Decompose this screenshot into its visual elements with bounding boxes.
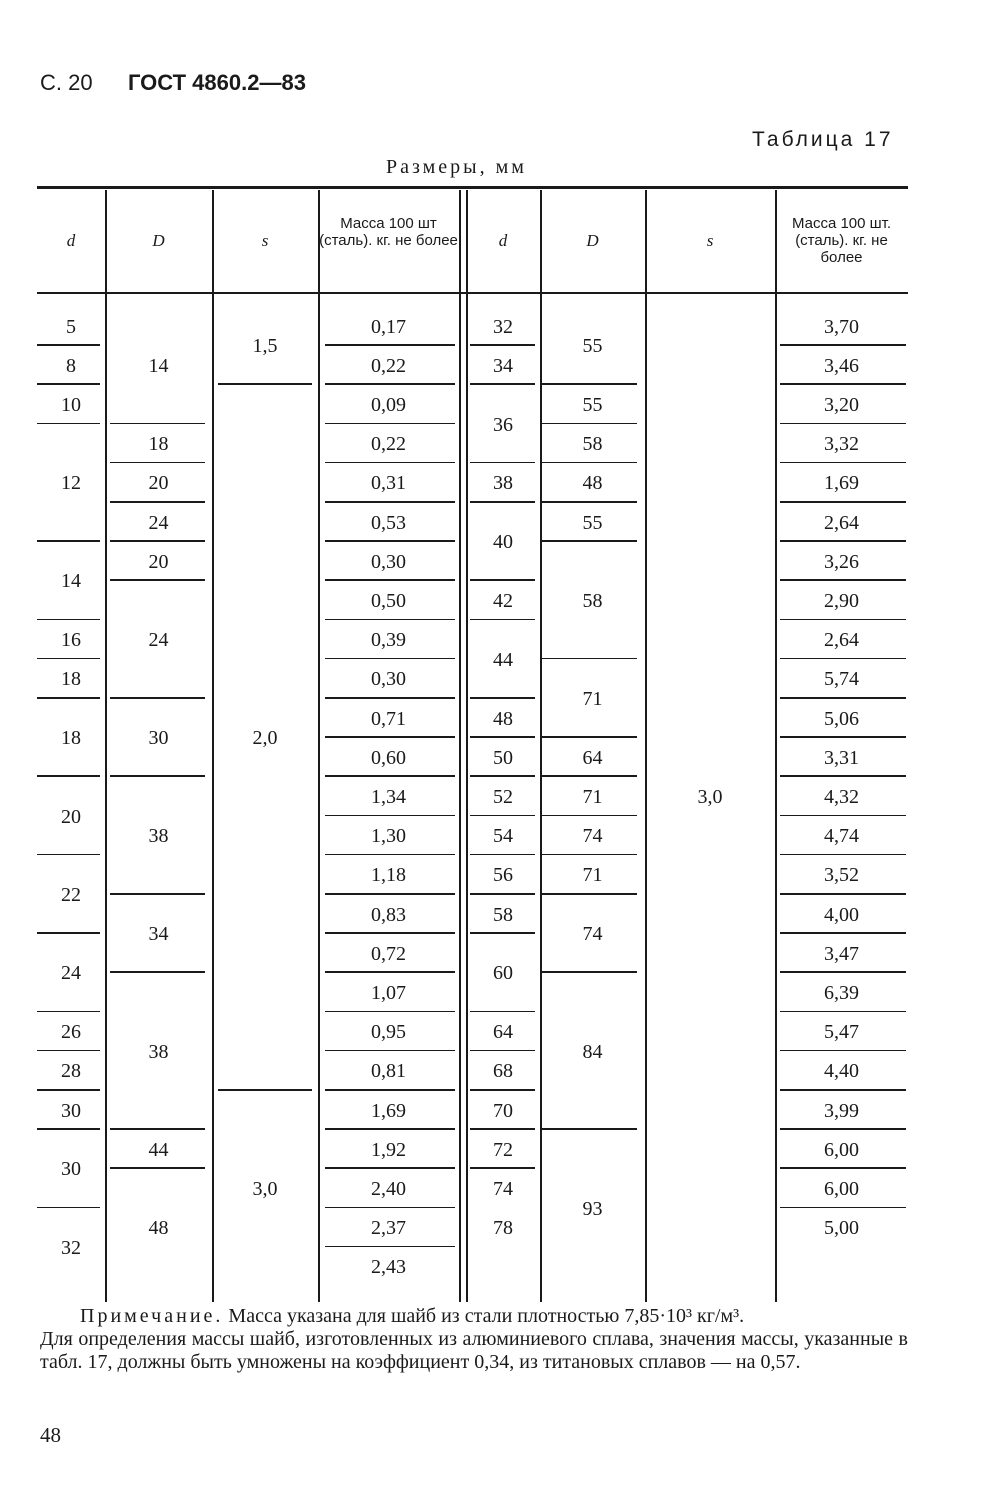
mass2-value: 3,47 [824, 942, 859, 965]
col-header-D: D [152, 231, 165, 250]
rule-line [325, 736, 455, 738]
rule-line [110, 462, 205, 464]
page-label: С. 20 [40, 70, 93, 95]
rule-line [325, 815, 455, 817]
rule-line [470, 383, 535, 385]
mass2-value: 3,99 [824, 1099, 859, 1122]
mass-value: 0,83 [371, 903, 406, 926]
mass2-value: 6,00 [824, 1178, 859, 1200]
mass-value: 1,18 [371, 864, 406, 887]
mass2-value: 3,70 [824, 315, 859, 338]
D-value: 24 [148, 629, 169, 652]
rule-line [325, 1089, 455, 1091]
rule-line [37, 619, 100, 621]
rule-line [780, 697, 906, 699]
mass-value: 1,92 [371, 1138, 406, 1161]
rule-line [470, 736, 535, 738]
rule-line [540, 383, 637, 385]
d2-value: 64 [493, 1021, 513, 1044]
rule-line [37, 775, 100, 777]
column-rule [459, 190, 461, 1302]
rule-line [325, 893, 455, 895]
rule-line [37, 383, 100, 385]
rule-line [325, 1050, 455, 1052]
d-value: 14 [61, 570, 81, 593]
rule-line [470, 501, 535, 503]
D-value: 30 [148, 727, 169, 750]
d2-value: 50 [493, 746, 513, 769]
column-rule [645, 190, 647, 1302]
D2-value: 93 [582, 1197, 603, 1220]
mass-value: 0,81 [371, 1060, 406, 1083]
D-value: 18 [148, 433, 169, 456]
d2-value: 72 [493, 1138, 513, 1161]
mass2-value: 3,26 [824, 550, 859, 573]
D2-value: 48 [582, 472, 603, 495]
d2-value: 78 [493, 1217, 513, 1240]
rule-line [780, 1050, 906, 1052]
d2-value: 74 [493, 1178, 513, 1200]
mass-value: 0,39 [371, 629, 406, 652]
rule-line [540, 971, 637, 973]
rule-line [110, 971, 205, 973]
rule-line [540, 736, 637, 738]
mass-value: 2,43 [371, 1256, 406, 1279]
rule-line [325, 1167, 455, 1169]
rule-line [540, 423, 637, 425]
mass-value: 0,95 [371, 1021, 406, 1044]
d2-value: 32 [493, 315, 513, 338]
mass-value: 1,30 [371, 825, 406, 848]
col-header-D2: D [586, 231, 599, 250]
s-value: 2,0 [252, 727, 278, 750]
D-value: 14 [148, 354, 169, 377]
rule-line [780, 1167, 906, 1169]
d-value: 26 [61, 1021, 81, 1044]
rule-line [37, 1089, 100, 1091]
rule-line [325, 540, 455, 542]
D-value: 20 [148, 550, 169, 573]
d-value: 10 [61, 394, 81, 416]
rule-line [110, 1167, 205, 1169]
rule-line [780, 658, 906, 660]
d-value: 8 [66, 354, 76, 377]
d2-value: 56 [493, 864, 513, 887]
rule-line [325, 697, 455, 699]
rule-line [780, 1207, 906, 1209]
rule-line [325, 658, 455, 660]
d-value: 32 [61, 1236, 81, 1259]
mass2-value: 4,00 [824, 903, 859, 926]
rule-line [780, 383, 906, 385]
rule-line [780, 1128, 906, 1130]
col-header-mass: Масса 100 шт (сталь). кг. не более [319, 215, 458, 249]
col-header-mass2: Масса 100 шт. (сталь). кг. не более [791, 215, 892, 266]
d2-value: 48 [493, 707, 513, 730]
rule-line [780, 854, 906, 856]
mass-value: 0,09 [371, 394, 406, 416]
mass-value: 1,69 [371, 1099, 406, 1122]
D2-value: 55 [582, 335, 603, 358]
note-line1: Масса указана для шайб из стали плотностью 7,85·10³ кг/м³. [228, 1305, 745, 1327]
col-header-s: s [261, 231, 269, 250]
mass2-value: 3,46 [824, 354, 859, 377]
rule-line [540, 815, 637, 817]
rule-line [110, 501, 205, 503]
rule-line [37, 1050, 100, 1052]
D2-value: 74 [582, 923, 603, 946]
mass2-value: 6,39 [824, 982, 859, 1004]
rule-line [37, 423, 100, 425]
d2-value: 34 [493, 354, 513, 377]
mass2-value: 5,74 [824, 668, 859, 691]
rule-line [540, 775, 637, 777]
rule-line [470, 854, 535, 856]
d-value: 30 [61, 1099, 81, 1122]
rule-line [325, 932, 455, 934]
D2-value: 71 [582, 864, 603, 887]
rule-line [37, 540, 100, 542]
mass2-value: 5,00 [824, 1217, 859, 1240]
rule-line [37, 854, 100, 856]
rule-line [780, 1011, 906, 1013]
col-header-s2: s [706, 231, 714, 250]
rule-line [540, 501, 637, 503]
D-value: 24 [148, 511, 169, 534]
d-value: 16 [61, 629, 81, 652]
rule-line [325, 971, 455, 973]
d-value: 30 [61, 1158, 81, 1181]
mass2-value: 6,00 [824, 1138, 859, 1161]
rule-line [470, 775, 535, 777]
rule-line [780, 579, 906, 581]
rule-line [780, 815, 906, 817]
rule-line [325, 854, 455, 856]
d2-value: 52 [493, 786, 513, 808]
rule-line [540, 1128, 637, 1130]
rule-line [540, 540, 637, 542]
D2-value: 58 [582, 590, 603, 612]
D2-value: 64 [582, 746, 603, 769]
mass-value: 0,72 [371, 942, 406, 965]
rule-line [325, 501, 455, 503]
rule-line [325, 619, 455, 621]
rule-line [325, 775, 455, 777]
rule-line [110, 1128, 205, 1130]
rule-line [37, 1207, 100, 1209]
mass2-value: 3,32 [824, 433, 859, 456]
rule-line [325, 344, 455, 346]
rule-line [37, 292, 908, 294]
d-value: 18 [61, 727, 81, 750]
rule-line [325, 579, 455, 581]
d2-value: 38 [493, 472, 513, 495]
D2-value: 71 [582, 786, 603, 808]
mass2-value: 2,64 [824, 511, 859, 534]
mass-value: 0,60 [371, 746, 406, 769]
rule-line [110, 423, 205, 425]
D-value: 48 [148, 1217, 169, 1240]
s-value: 1,5 [252, 335, 278, 358]
mass-value: 1,07 [371, 982, 406, 1004]
rule-line [470, 1167, 535, 1169]
rule-line [780, 344, 906, 346]
D2-value: 74 [582, 825, 603, 848]
rule-line [780, 736, 906, 738]
d2-value: 36 [493, 413, 513, 436]
d-value: 5 [66, 315, 76, 338]
d-value: 18 [61, 668, 81, 691]
mass-value: 0,30 [371, 668, 406, 691]
mass2-value: 1,69 [824, 472, 859, 495]
d2-value: 44 [493, 648, 513, 671]
rule-line [37, 697, 100, 699]
rule-line [325, 1246, 455, 1248]
rule-line [325, 1207, 455, 1209]
rule-line [37, 1128, 100, 1130]
note-label: Примечание. [80, 1305, 224, 1327]
rule-line [780, 893, 906, 895]
d2-value: 58 [493, 903, 513, 926]
mass2-value: 5,06 [824, 707, 859, 730]
d2-value: 70 [493, 1099, 513, 1122]
rule-line [325, 462, 455, 464]
D-value: 20 [148, 472, 169, 495]
mass-value: 2,40 [371, 1178, 406, 1200]
rule-line [540, 854, 637, 856]
rule-line [37, 658, 100, 660]
rule-line [37, 344, 100, 346]
rule-line [37, 1011, 100, 1013]
mass-value: 0,31 [371, 472, 406, 495]
mass2-value: 3,20 [824, 394, 859, 416]
D-value: 38 [148, 825, 169, 848]
rule-line [470, 1128, 535, 1130]
rule-line [780, 932, 906, 934]
standard-number: ГОСТ 4860.2—83 [128, 70, 306, 95]
rule-line [470, 1011, 535, 1013]
D2-value: 55 [582, 394, 603, 416]
page-number: 48 [40, 1423, 61, 1447]
rule-line [780, 540, 906, 542]
rule-line [110, 540, 205, 542]
d-value: 22 [61, 884, 81, 906]
s2-value: 3,0 [697, 786, 723, 808]
mass2-value: 2,64 [824, 629, 859, 652]
rule-line [470, 462, 535, 464]
rule-line [37, 932, 100, 934]
D2-value: 55 [582, 511, 603, 534]
rule-line [780, 971, 906, 973]
mass-value: 0,53 [371, 511, 406, 534]
mass2-value: 4,40 [824, 1060, 859, 1083]
rule-line [110, 775, 205, 777]
rule-line [325, 423, 455, 425]
mass2-value: 4,32 [824, 786, 859, 808]
rule-line [780, 775, 906, 777]
mass-value: 0,30 [371, 550, 406, 573]
D2-value: 71 [582, 688, 603, 710]
d2-value: 60 [493, 962, 513, 985]
mass-value: 0,17 [371, 315, 406, 338]
rule-line [470, 619, 535, 621]
rule-line [325, 1011, 455, 1013]
rule-line [780, 619, 906, 621]
D-value: 38 [148, 1040, 169, 1063]
mass2-value: 4,74 [824, 825, 859, 848]
rule-line [110, 893, 205, 895]
d-value: 24 [61, 962, 81, 985]
rule-line [470, 344, 535, 346]
col-header-d: d [66, 231, 76, 250]
rule-line [470, 1050, 535, 1052]
rule-line [540, 462, 637, 464]
rule-line [540, 893, 637, 895]
rule-line [470, 697, 535, 699]
rule-line [325, 1128, 455, 1130]
mass2-value: 2,90 [824, 590, 859, 612]
rule-line [780, 423, 906, 425]
mass-value: 0,22 [371, 433, 406, 456]
col-header-d2: d [498, 231, 508, 250]
D2-value: 58 [582, 433, 603, 456]
d2-value: 54 [493, 825, 513, 848]
rule-line [470, 579, 535, 581]
d-value: 28 [61, 1060, 81, 1083]
mass-value: 1,34 [371, 786, 406, 808]
table-note [80, 1305, 908, 1328]
rule-line [780, 462, 906, 464]
D-value: 34 [148, 923, 169, 946]
d-value: 20 [61, 805, 81, 828]
note-rest: Для определения массы шайб, изготовленных из алюминиевого сплава, значения массы, указанные в табл. 17, должны быть умножены на коэффициент 0,34, из титановых сплавов — на 0,57. [40, 1328, 908, 1373]
mass2-value: 3,31 [824, 746, 859, 769]
D2-value: 84 [582, 1040, 603, 1063]
rule-line [780, 1089, 906, 1091]
rule-line [470, 893, 535, 895]
rule-line [470, 815, 535, 817]
table-caption: Размеры, мм [386, 156, 527, 178]
rule-line [218, 1089, 312, 1091]
d2-value: 40 [493, 531, 513, 554]
rule-line [470, 1089, 535, 1091]
table-number: Таблица 17 [752, 128, 894, 151]
d-value: 12 [61, 472, 81, 495]
mass-value: 0,71 [371, 707, 406, 730]
rule-line [37, 186, 908, 189]
rule-line [540, 658, 637, 660]
rule-line [325, 383, 455, 385]
mass-value: 0,50 [371, 590, 406, 612]
d2-value: 42 [493, 590, 513, 612]
D-value: 44 [148, 1138, 169, 1161]
s-value: 3,0 [252, 1178, 278, 1200]
d2-value: 68 [493, 1060, 513, 1083]
rule-line [780, 501, 906, 503]
mass2-value: 5,47 [824, 1021, 859, 1044]
mass-value: 0,22 [371, 354, 406, 377]
rule-line [218, 383, 312, 385]
mass2-value: 3,52 [824, 864, 859, 887]
rule-line [110, 579, 205, 581]
rule-line [470, 932, 535, 934]
rule-line [110, 697, 205, 699]
mass-value: 2,37 [371, 1217, 406, 1240]
